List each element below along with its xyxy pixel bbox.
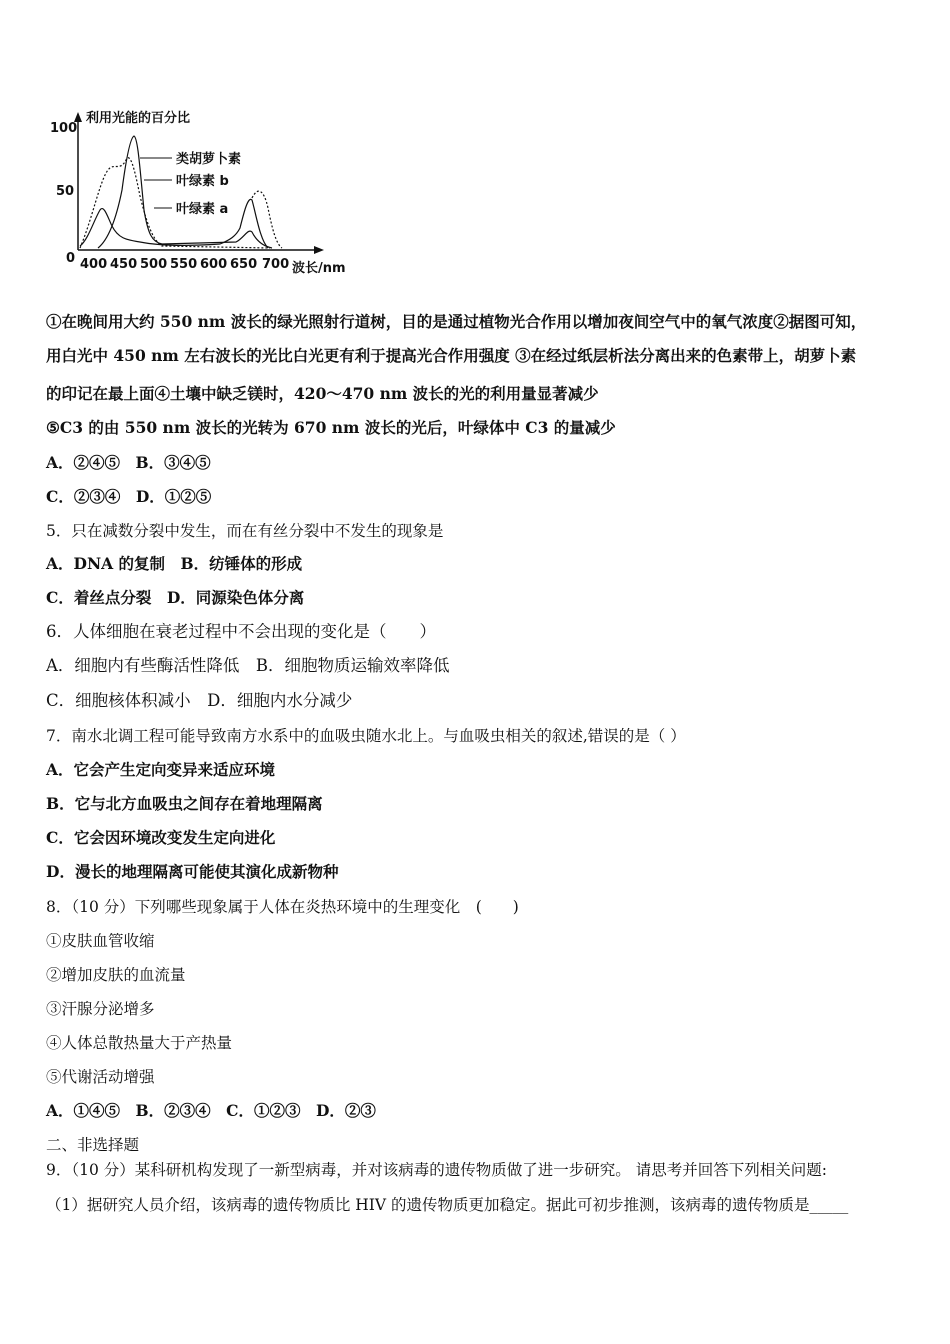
q7-option-b: B．它与北方血吸虫之间存在着地理隔离 [46,794,323,813]
q4-options-ab: A．②④⑤ B．③④⑤ [46,453,211,472]
q4-statement-line-3: 的印记在最上面④土壤中缺乏镁时，420～470 nm 波长的光的利用量显著减少 [46,384,599,403]
q6-options-ab: A．细胞内有些酶活性降低 B．细胞物质运输效率降低 [46,656,450,675]
x-tick-600: 600 [200,257,228,272]
y-tick-0: 0 [66,251,76,266]
q7-stem: 7．南水北调工程可能导致南方水系中的血吸虫随水北上。与血吸虫相关的叙述,错误的是（ ） [46,727,686,745]
q4-options-cd: C．②③④ D．①②⑤ [46,487,212,506]
section-2-title: 二、非选择题 [46,1136,140,1154]
x-tick-650: 650 [230,257,258,272]
x-tick-450: 450 [110,257,138,272]
x-tick-700: 700 [262,257,290,272]
x-tick-500: 500 [140,257,168,272]
q8-item-3: ③汗腺分泌增多 [46,1000,155,1018]
chlorophyll-a-curve [80,199,268,248]
q7-option-d: D．漫长的地理隔离可能使其演化成新物种 [46,862,339,881]
q8-item-4: ④人体总散热量大于产热量 [46,1034,233,1052]
legend-chlorophyll-b: 叶绿素 b [176,174,229,189]
spectrum-chart [40,100,360,280]
q8-item-2: ②增加皮肤的血流量 [46,966,186,984]
x-tick-550: 550 [170,257,198,272]
q4-statement-line-2: 用白光中 450 nm 左右波长的光比白光更有利于提高光合作用强度 ③在经过纸层析法分离出来的色素带上，胡萝卜素 [46,346,857,365]
q4-statement-line-1: ①在晚间用大约 550 nm 波长的绿光照射行道树，目的是通过植物光合作用以增加夜间空气中的氧气浓度②据图可知， [46,312,867,331]
q8-item-1: ①皮肤血管收缩 [46,932,155,950]
absorption-spectrum-figure [40,100,360,280]
q8-stem: 8．（10 分）下列哪些现象属于人体在炎热环境中的生理变化 ( ) [46,898,519,916]
y-tick-100: 100 [50,121,78,136]
q4-statement-line-4: ⑤C3 的由 550 nm 波长的光转为 670 nm 波长的光后，叶绿体中 C3 的量减少 [46,418,616,437]
q6-options-cd: C．细胞核体积减小 D．细胞内水分减少 [46,691,353,710]
y-tick-50: 50 [56,184,75,199]
q7-option-a: A．它会产生定向变异来适应环境 [46,760,276,779]
q8-options: A．①④⑤ B．②③④ C．①②③ D．②③ [46,1101,376,1120]
x-axis-label: 波长/nm [292,261,346,276]
x-tick-400: 400 [80,257,108,272]
q8-item-5: ⑤代谢活动增强 [46,1068,155,1086]
q6-stem: 6．人体细胞在衰老过程中不会出现的变化是（ ） [46,622,436,641]
q7-option-c: C．它会因环境改变发生定向进化 [46,828,276,847]
legend-chlorophyll-a: 叶绿素 a [176,202,229,217]
x-axis-arrow [314,246,324,254]
y-axis-label: 利用光能的百分比 [86,111,191,126]
legend-carotenoid: 类胡萝卜素 [176,152,242,167]
q5-stem: 5．只在减数分裂中发生，而在有丝分裂中不发生的现象是 [46,522,444,540]
q5-options-cd: C．着丝点分裂 D．同源染色体分离 [46,588,305,607]
q9-stem: 9．（10 分）某科研机构发现了一新型病毒，并对该病毒的遗传物质做了进一步研究。 请思考并回答下列相关问题: [46,1161,827,1179]
q5-options-ab: A．DNA 的复制 B．纺锤体的形成 [46,554,303,573]
q9-part-1: （1）据研究人员介绍，该病毒的遗传物质比 HIV 的遗传物质更加稳定。据此可初步推测，该病毒的遗传物质是_____ [46,1196,849,1214]
